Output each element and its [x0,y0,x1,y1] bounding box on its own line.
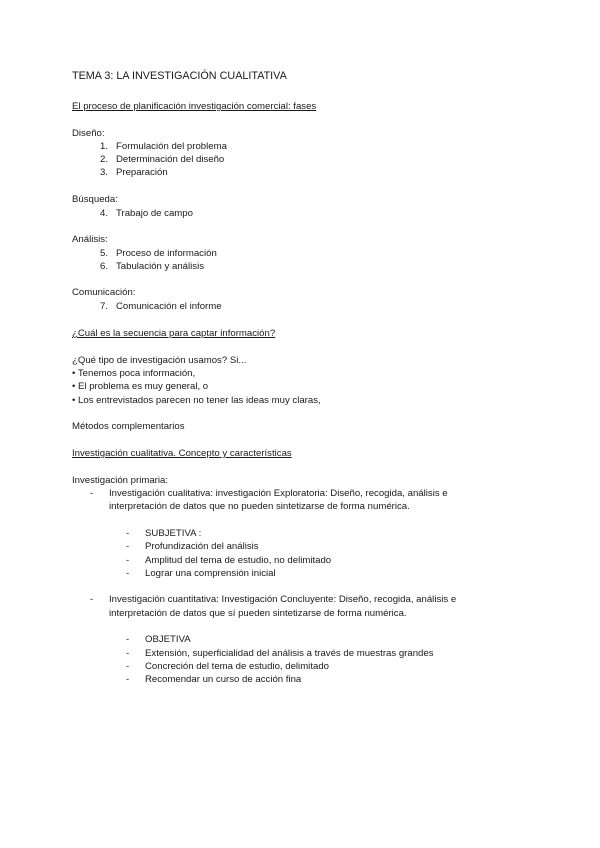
qual-line-1: Investigación cualitativa: investigación Exploratoria: Diseño, recogida, análisis e [109,488,448,499]
dash-bullet: - [90,594,94,605]
dash-bullet: - [126,568,130,579]
sub-item: Profundización del análisis [145,541,259,552]
group-label-analisis: Análisis: [72,234,108,245]
dash-bullet: - [126,661,130,672]
sub-item: Concreción del tema de estudio, delimitado [145,661,329,672]
sub-item: Recomendar un curso de acción fina [145,674,302,685]
dash-bullet: - [90,488,94,499]
dash-bullet: - [126,674,130,685]
list-item: 6. Tabulación y análisis [99,261,204,272]
dash-bullet: - [126,528,130,539]
list-item: 1. Formulación del problema [99,141,227,152]
list-item: 3. Preparación [99,167,168,178]
methods-text: Métodos complementarios [72,421,185,432]
section-heading-sequence: ¿Cuál es la secuencia para captar información? [72,328,276,339]
quant-line-1: Investigación cuantitativa: Investigación Concluyente: Diseño, recogida, análisis e [109,594,457,605]
section-heading-qualitative: Investigación cualitativa. Concepto y características [72,448,292,459]
qual-line-2: interpretación de datos que no pueden sintetizarse de forma numérica. [109,501,410,512]
bullet-item: • Tenemos poca información, [72,368,196,379]
sub-item: Extensión, superficialidad del análisis a través de muestras grandes [145,648,434,659]
sub-item: OBJETIVA [145,634,191,645]
list-item: 7. Comunicación el informe [99,301,222,312]
page-title: TEMA 3: LA INVESTIGACIÓN CUALITATIVA [72,70,287,82]
dash-bullet: - [126,555,130,566]
list-item: 5. Proceso de información [99,248,217,259]
dash-bullet: - [126,634,130,645]
section-heading-phases: El proceso de planificación investigación comercial: fases [72,101,317,112]
question-text: ¿Qué tipo de investigación usamos? Si... [72,355,247,366]
list-item: 4. Trabajo de campo [99,208,193,219]
group-label-diseno: Diseño: [72,128,105,139]
bullet-item: • El problema es muy general, o [72,381,209,392]
dash-bullet: - [126,648,130,659]
sub-item: Amplitud del tema de estudio, no delimitado [145,555,332,566]
bullet-item: • Los entrevistados parecen no tener las ideas muy claras, [72,395,321,406]
dash-bullet: - [126,541,130,552]
list-item: 2. Determinación del diseño [99,154,225,165]
group-label-busqueda: Búsqueda: [72,194,118,205]
group-label-comunicacion: Comunicación: [72,287,136,298]
sub-item: Lograr una comprensión inicial [145,568,276,579]
sub-item: SUBJETIVA : [145,528,202,539]
quant-line-2: interpretación de datos que sí pueden sintetizarse de forma numérica. [109,608,407,619]
primary-research-label: Investigación primaria: [72,475,168,486]
